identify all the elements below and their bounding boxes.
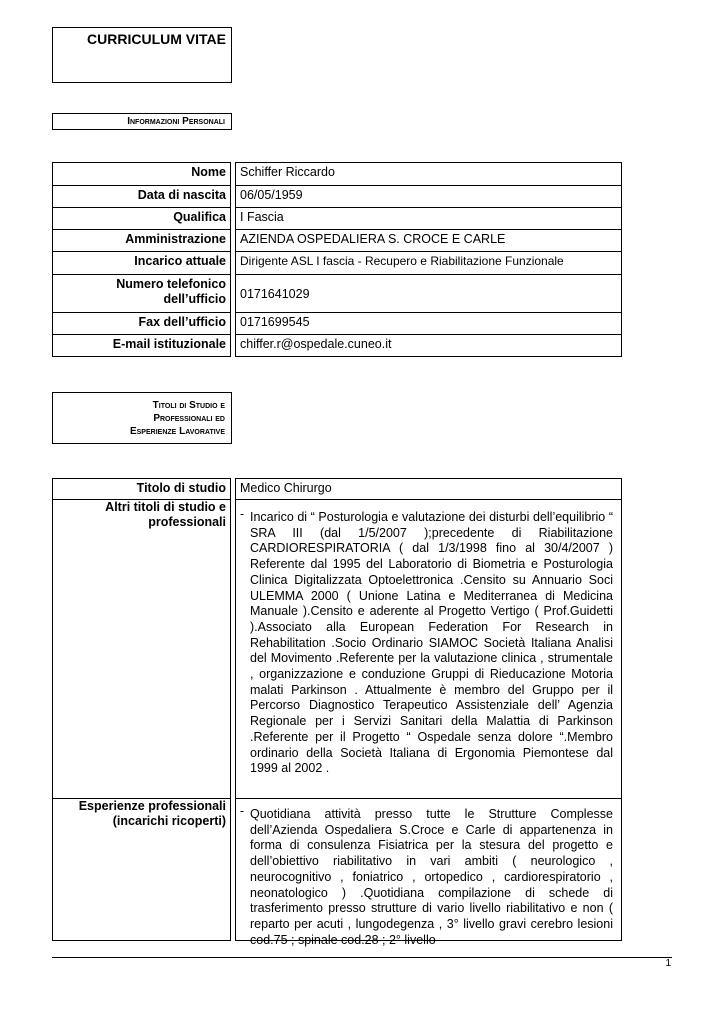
- studies-heading-line-3: Esperienze Lavorative: [129, 425, 225, 437]
- table-row: [53, 275, 622, 313]
- table-row: [53, 163, 622, 186]
- row-label: Qualifica: [53, 208, 231, 230]
- studies-heading-line-2: Professionali ed: [153, 412, 225, 424]
- row-value: 0171641029: [236, 275, 622, 313]
- studies-table: [52, 478, 622, 947]
- table-row: [53, 335, 622, 357]
- row-value: Dirigente ASL I fascia - Recupero e Riabilitazione Funzionale: [236, 252, 622, 275]
- personal-info-table: [52, 162, 622, 357]
- row-value: 06/05/1959: [236, 186, 622, 208]
- row-label: Nome: [53, 163, 231, 186]
- altri-titoli-label: [53, 500, 231, 799]
- row-label: [53, 275, 231, 313]
- row-value: I Fascia: [236, 208, 622, 230]
- studies-section-heading: [52, 392, 232, 444]
- table-row: [53, 313, 622, 335]
- titolo-label: Titolo di studio: [53, 479, 231, 500]
- cv-title: CURRICULUM VITAE: [87, 31, 226, 47]
- row-label: E-mail istituzionale: [53, 335, 231, 357]
- bullet-dash: -: [240, 507, 245, 521]
- row-value: AZIENDA OSPEDALIERA S. CROCE E CARLE: [236, 230, 622, 252]
- table-row: [53, 479, 622, 500]
- altri-titoli-text: Incarico di “ Posturologia e valutazione dei disturbi dell’equilibrio “ SRA III (dal 1/5/2007 );precedente di Riabilitazione CARDIORESPIRATORIA ( dal 1/3/1998 fino al 30/4/2007 ) Referente dal 1995 del Laboratorio di Biometria e Posturologia Clinica Digitalizzata Optoelettronica .Censito su Annuario Soci ULEMMA 2000 ( Unione Latina e Mediterranea di Medicina Manuale ).Censito e aderente al Progetto Vertigo ( Prof.Guidetti ).Associato alla European Federation For Research in Rehabilitation .Socio Ordinario SIAMOC Società Italiana Analisi del Movimento .Referente per la valutazione clinica , strumentale , organizzazione e conduzione Gruppi di Rieducazione Motoria malati Parkinson . Attualmente è membro del Gruppo per il Percorso Diagnostico Terapeutico Assistenziale dell’ Agenzia Regionale per i Servizi Sanitari della Malattia di Parkinson .Referente per il Progetto “ Ospedale senza dolore “.Membro ordinario della Società Italiana di Ergonomia Piemontese dal 1999 al 2002 .: [250, 510, 613, 776]
- esperienze-label: [53, 799, 231, 941]
- page-number: 1: [665, 958, 671, 969]
- row-label: Amministrazione: [53, 230, 231, 252]
- row-value: 0171699545: [236, 313, 622, 335]
- row-value: Schiffer Riccardo: [236, 163, 622, 186]
- table-row: [53, 208, 622, 230]
- row-label: Incarico attuale: [53, 252, 231, 275]
- footer-divider: [52, 957, 672, 958]
- label-line-2: (incarichi ricoperti): [112, 814, 226, 828]
- label-line-2: professionali: [148, 515, 226, 529]
- personal-heading-text: Informazioni Personali: [127, 116, 225, 127]
- personal-section-heading: [52, 113, 232, 130]
- cv-title-box: [52, 27, 232, 83]
- row-label: Fax dell’ufficio: [53, 313, 231, 335]
- bullet-dash: -: [240, 804, 245, 818]
- studies-heading-line-1: Titoli di Studio e: [152, 399, 225, 411]
- table-row: [53, 186, 622, 208]
- esperienze-value: [236, 799, 622, 947]
- table-row: [53, 799, 622, 941]
- row-label: Data di nascita: [53, 186, 231, 208]
- label-line-2: dell’ufficio: [163, 292, 226, 306]
- titolo-value: Medico Chirurgo: [236, 479, 622, 500]
- row-value: chiffer.r@ospedale.cuneo.it: [236, 335, 622, 357]
- table-row: [53, 500, 622, 799]
- table-row: [53, 252, 622, 275]
- esperienze-text: Quotidiana attività presso tutte le Strutture Complesse dell’Azienda Ospedaliera S.Croce e Carle di appartenenza in forma di consulenza Fisiatrica per la stesura del progetto e dell’obiettivo riabilitativo in vari ambiti ( neurologico , neurocognitivo , foniatrico , ortopedico , cardiorespiratorio , neonatologico ) .Quotidiana compilazione di schede di trasferimento presso strutture di vario livello riabilitativo e non ( reparto per acuti , lungodegenza , 3° livello gravi cerebro lesioni cod.75 ; spinale cod.28 ; 2° livello: [250, 807, 613, 947]
- altri-titoli-value: [236, 500, 622, 799]
- label-line-1: Altri titoli di studio e: [105, 500, 226, 514]
- label-line-1: Numero telefonico: [116, 277, 226, 291]
- table-row: [53, 230, 622, 252]
- label-line-1: Esperienze professionali: [78, 799, 226, 813]
